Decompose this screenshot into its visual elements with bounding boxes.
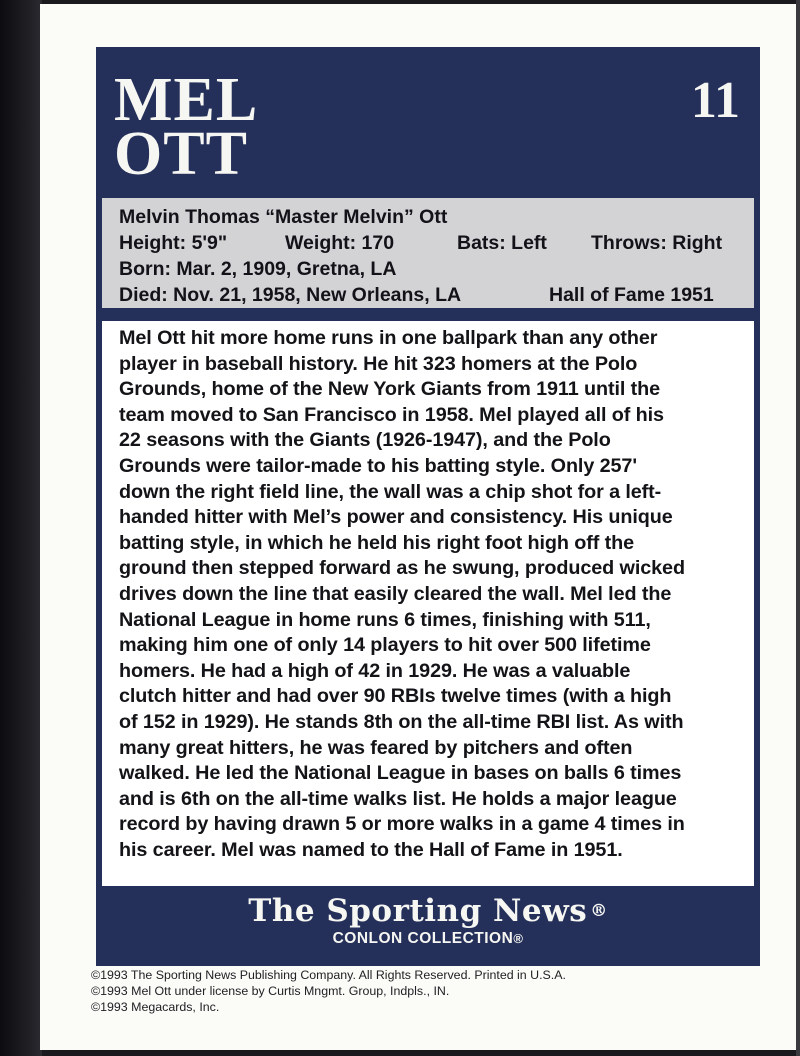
legal-notice [91,967,566,1015]
story-line: his career. Mel was named to the Hall of Fame in 1951. [119,838,623,861]
died: Died: Nov. 21, 1958, New Orleans, LA [119,284,462,306]
born: Born: Mar. 2, 1909, Gretna, LA [119,258,397,280]
card-number: 11 [690,72,740,129]
sporting-news-logo [96,893,760,949]
legal-line: ©1993 Megacards, Inc. [91,1000,220,1014]
story-line: team moved to San Francisco in 1958. Mel played all of his [119,403,664,426]
legal-line: ©1993 The Sporting News Publishing Company. All Rights Reserved. Printed in U.S.A. [91,968,566,982]
bio-row-stats [119,230,738,256]
story-line: making him one of only 14 players to hit over 500 lifetime [119,634,651,657]
story-line: ground then stepped forward as he swung, produced wicked [119,557,685,580]
trading-card-back [40,4,796,1050]
story-line: down the right field line, the wall was a chip shot for a left- [119,480,662,503]
bio-row-name [119,204,738,230]
registered-mark: ® [590,901,608,921]
story-line: drives down the line that easily cleared the wall. Mel led the [119,582,672,605]
scan-left-edge [0,0,42,1056]
story-line: record by having drawn 5 or more walks in a game 4 times in [119,813,685,836]
navy-frame [96,47,760,966]
throws: Throws: Right [591,232,723,254]
story-line: many great hitters, he was feared by pitchers and often [119,736,633,759]
story-line: batting style, in which he held his right foot high off the [119,531,634,554]
story-line: and is 6th on the all-time walks list. He holds a major league [119,787,677,810]
scan-right-edge [796,0,800,1056]
logo-subtitle [96,929,760,949]
player-last-name: OTT [114,120,248,188]
story-line: of 152 in 1929). He stands 8th on the all-time RBI list. As with [119,710,684,733]
bats: Bats: Left [457,232,547,254]
player-first-name: MEL [114,66,259,134]
story-line: Grounds, home of the New York Giants from 1911 until the [119,378,661,401]
story-line: 22 seasons with the Giants (1926-1947), and the Polo [119,429,611,452]
player-name [114,66,259,188]
logo-title-text: The Sporting News [248,893,588,929]
legal-line: ©1993 Mel Ott under license by Curtis Mngmt. Group, Indpls., IN. [91,984,450,998]
hall-of-fame: Hall of Fame 1951 [549,284,714,306]
weight: Weight: 170 [285,232,395,254]
story-line: handed hitter with Mel’s power and consistency. His unique [119,506,673,529]
story-line: National League in home runs 6 times, finishing with 511, [119,608,651,631]
logo-title [96,893,760,929]
full-name: Melvin Thomas “Master Melvin” Ott [119,206,448,228]
story-line: homers. He had a high of 42 in 1929. He was a valuable [119,659,631,682]
story-line: Mel Ott hit more home runs in one ballpark than any other [119,327,658,349]
story-line: player in baseball history. He hit 323 homers at the Polo [119,352,638,375]
story-line: clutch hitter and had over 90 RBIs twelve times (with a high [119,685,672,708]
career-story [102,321,754,886]
logo-subtitle-text: CONLON COLLECTION [332,930,514,947]
story-line: walked. He led the National League in bases on balls 6 times [119,762,682,785]
bio-row-born [119,256,738,282]
height: Height: 5'9" [119,232,228,254]
story-line: Grounds were tailor-made to his batting style. Only 257' [119,454,637,477]
registered-mark: ® [513,931,524,946]
bio-panel [102,198,754,308]
bio-row-died [119,282,738,308]
